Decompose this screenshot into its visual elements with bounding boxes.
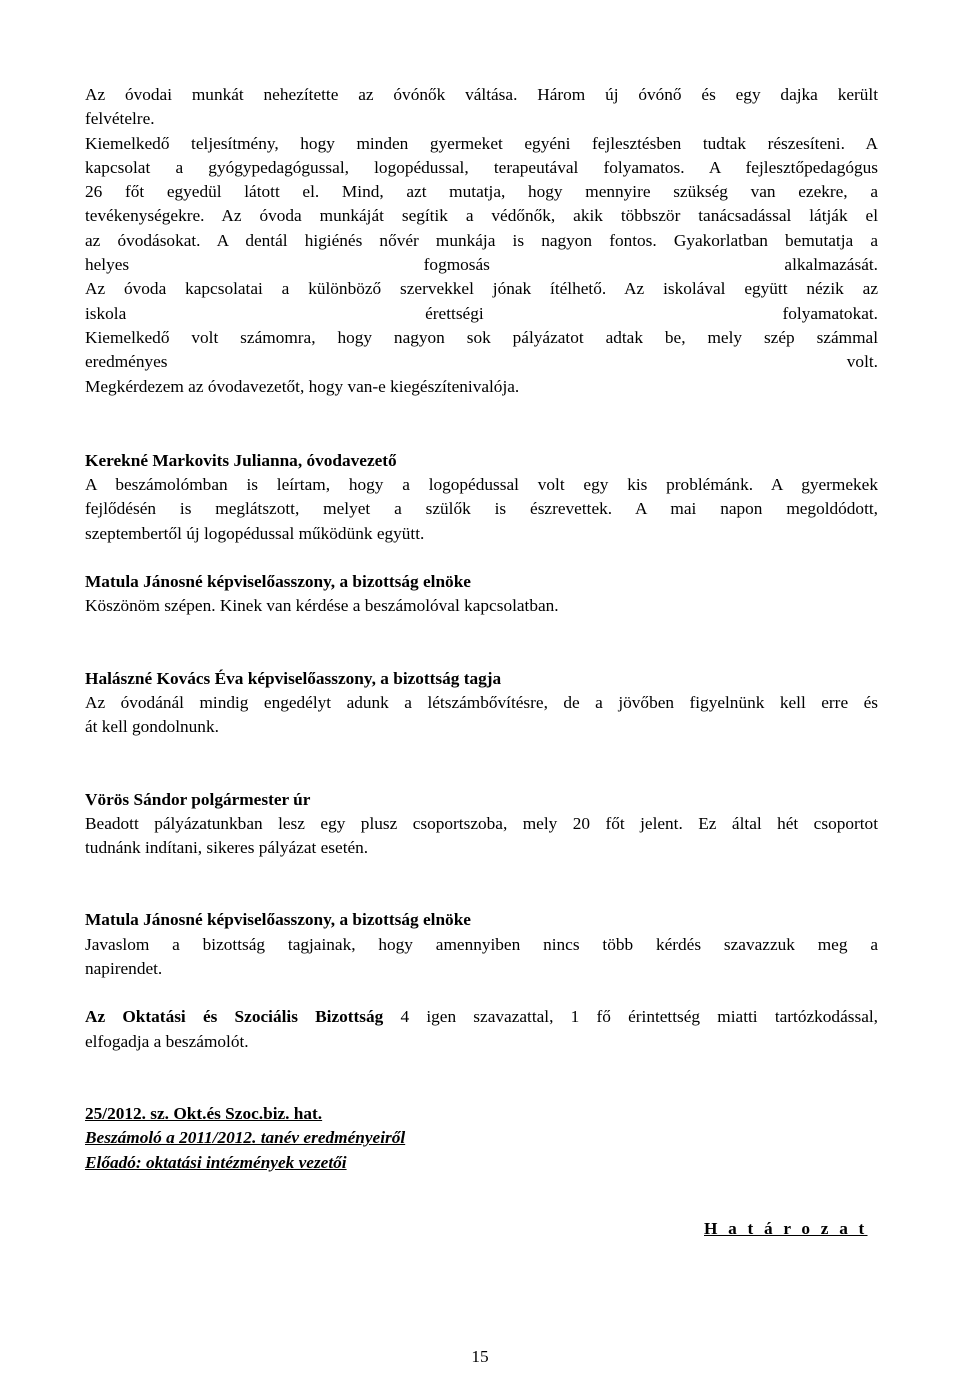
decision-line <box>85 1005 878 1029</box>
resolution-number: 25/2012. sz. Okt.és Szoc.biz. hat. <box>85 1103 323 1123</box>
speech-line: A beszámolómban is leírtam, hogy a logopédussal volt egy kis problémánk. A gyermekek <box>85 475 878 495</box>
intro-line: tevékenységekre. Az óvoda munkáját segítik a védőnők, akik többször tanácsadással látják el <box>85 206 878 226</box>
resolution-presenter: Előadó: oktatási intézmények vezetői <box>85 1152 347 1172</box>
document-page <box>85 83 878 1175</box>
speech-line: Javaslom a bizottság tagjainak, hogy amennyiben nincs több kérdés szavazzuk meg a <box>85 934 878 954</box>
intro-line: Megkérdezem az óvodavezetőt, hogy van-e kiegészítenivalója. <box>85 376 520 396</box>
resolution-heading: H a t á r o z a t <box>704 1219 868 1238</box>
page-number: 15 <box>471 1347 489 1366</box>
intro-line: kapcsolat a gyógypedagógussal, logopédussal, terapeutával folyamatos. A fejlesztőpedagógus <box>85 157 878 177</box>
speech-text <box>85 933 878 982</box>
intro-line: 26 főt egyedül látott el. Mind, azt mutatja, hogy mennyire szükség van ezekre, a <box>85 182 878 202</box>
intro-line: iskola érettségi folyamatokat. <box>85 303 878 323</box>
intro-line: felvételre. <box>85 109 155 129</box>
speech-line: tudnánk indítani, sikeres pályázat esetén. <box>85 838 369 858</box>
speech-text <box>85 812 878 861</box>
intro-line: helyes fogmosás alkalmazását. <box>85 255 878 275</box>
spacer <box>85 546 878 570</box>
speech-section <box>85 449 878 546</box>
decision-paragraph <box>85 1005 878 1054</box>
speech-line: szeptembertől új logopédussal működünk együtt. <box>85 523 425 543</box>
spacer <box>85 1054 878 1102</box>
speech-section <box>85 667 878 740</box>
decision-line: elfogadja a beszámolót. <box>85 1031 249 1051</box>
spacer <box>85 981 878 1005</box>
intro-line: Kiemelkedő teljesítmény, hogy minden gyermeket egyéni fejlesztésben tudtak részesíteni. A <box>85 133 878 153</box>
speech-text <box>85 691 878 740</box>
committee-name: Az Oktatási és Szociális Bizottság <box>85 1007 384 1027</box>
spacer <box>85 740 878 788</box>
decision-text: 4 igen szavazattal, 1 fő érintettség miatti tartózkodással, <box>383 1007 878 1027</box>
resolution-block <box>85 1102 878 1175</box>
intro-line: az óvodásokat. A dentál higiénés nővér munkája is nagyon fontos. Gyakorlatban bemutatja a <box>85 230 878 250</box>
speech-section <box>85 788 878 861</box>
speech-line: Köszönöm szépen. Kinek van kérdése a beszámolóval kapcsolatban. <box>85 596 559 616</box>
intro-paragraph <box>85 83 878 399</box>
speech-line: Az óvodánál mindig engedélyt adunk a létszámbővítésre, de a jövőben figyelnünk kell erre és <box>85 692 878 712</box>
speech-line: fejlődésén is meglátszott, melyet a szülők is észrevettek. A mai napon megoldódott, <box>85 499 878 519</box>
speech-text <box>85 473 878 546</box>
intro-line: Az óvoda kapcsolatai a különböző szervekkel jónak ítélhető. Az iskolával együtt nézik az <box>85 279 878 299</box>
speech-line: Beadott pályázatunkban lesz egy plusz csoportszoba, mely 20 főt jelent. Ez által hét csoportot <box>85 813 878 833</box>
speech-line: napirendet. <box>85 959 163 979</box>
intro-line: Kiemelkedő volt számomra, hogy nagyon sok pályázatot adtak be, mely szép számmal <box>85 327 878 347</box>
spacer <box>85 860 878 908</box>
resolution-subject: Beszámoló a 2011/2012. tanév eredményeiről <box>85 1128 406 1148</box>
intro-line: eredményes volt. <box>85 352 878 372</box>
speech-section <box>85 570 878 619</box>
speaker-name: Halászné Kovács Éva képviselőasszony, a bizottság tagja <box>85 668 502 688</box>
speaker-name: Kerekné Markovits Julianna, óvodavezető <box>85 450 397 470</box>
speaker-name: Matula Jánosné képviselőasszony, a bizottság elnöke <box>85 910 471 930</box>
speech-line: át kell gondolnunk. <box>85 717 219 737</box>
speech-text <box>85 594 878 618</box>
intro-line: Az óvodai munkát nehezítette az óvónők váltása. Három új óvónő és egy dajka került <box>85 85 878 104</box>
speaker-name: Matula Jánosné képviselőasszony, a bizottság elnöke <box>85 572 471 592</box>
speaker-name: Vörös Sándor polgármester úr <box>85 789 311 809</box>
spacer <box>85 619 878 667</box>
spacer <box>85 399 878 449</box>
speech-section <box>85 908 878 981</box>
